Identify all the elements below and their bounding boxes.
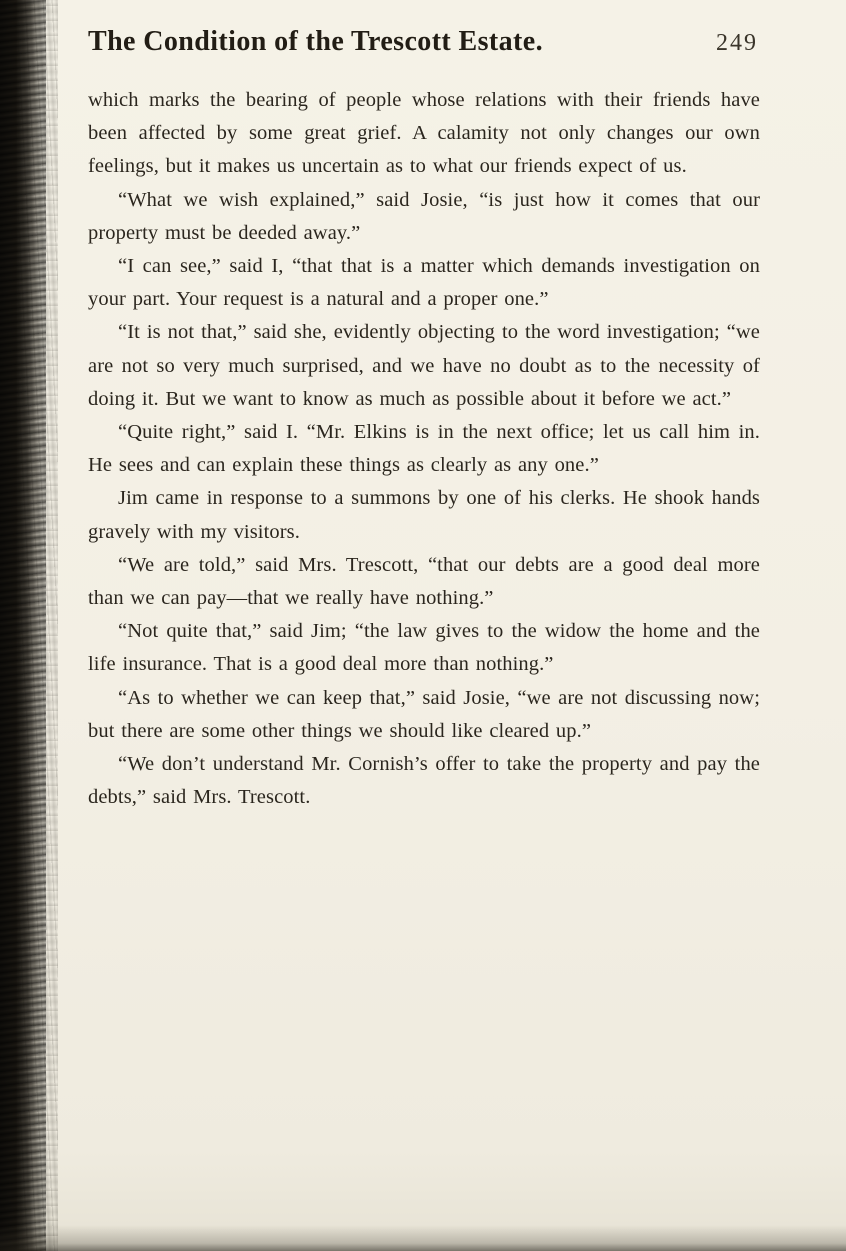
paragraph: “Quite right,” said I. “Mr. Elkins is in the next office; let us call him in. He sees and can explain these things as clearly as any one.” bbox=[88, 421, 760, 477]
paragraph: “It is not that,” said she, evidently objecting to the word investigation; “we are not so very much surprised, and we have no doubt as to the necessity of doing it. But we want to know as much as possible about it before we act.” bbox=[88, 321, 760, 410]
bottom-edge-shadow bbox=[0, 1225, 846, 1251]
page-content bbox=[88, 26, 760, 814]
paragraph: “What we wish explained,” said Josie, “is just how it comes that our property must be deeded away.” bbox=[88, 188, 760, 244]
paragraph: “As to whether we can keep that,” said Josie, “we are not discussing now; but there are some other things we should like cleared up.” bbox=[88, 686, 760, 742]
paragraph: which marks the bearing of people whose relations with their friends have been affected by some great grief. A calamity not only changes our own feelings, but it makes us uncertain as to what our friends expect of us. bbox=[88, 89, 760, 178]
page-title: The Condition of the Trescott Estate. bbox=[88, 26, 544, 57]
paragraph: “I can see,” said I, “that that is a matter which demands investigation on your part. Your request is a natural and a proper one.” bbox=[88, 255, 760, 311]
binding-speckle-texture bbox=[18, 0, 58, 1251]
paragraph: Jim came in response to a summons by one of his clerks. He shook hands gravely with my visitors. bbox=[88, 487, 760, 543]
paragraph: “We are told,” said Mrs. Trescott, “that our debts are a good deal more than we can pay—that we really have nothing.” bbox=[88, 553, 760, 610]
page-number: 249 bbox=[716, 30, 758, 56]
paragraph: “We don’t understand Mr. Cornish’s offer to take the property and pay the debts,” said Mrs. Trescott. bbox=[88, 753, 760, 809]
binding-edge-texture bbox=[0, 0, 46, 1251]
page-header bbox=[88, 26, 760, 58]
body-text bbox=[88, 84, 760, 814]
paragraph: “Not quite that,” said Jim; “the law gives to the widow the home and the life insurance. That is a good deal more than nothing.” bbox=[88, 620, 760, 676]
